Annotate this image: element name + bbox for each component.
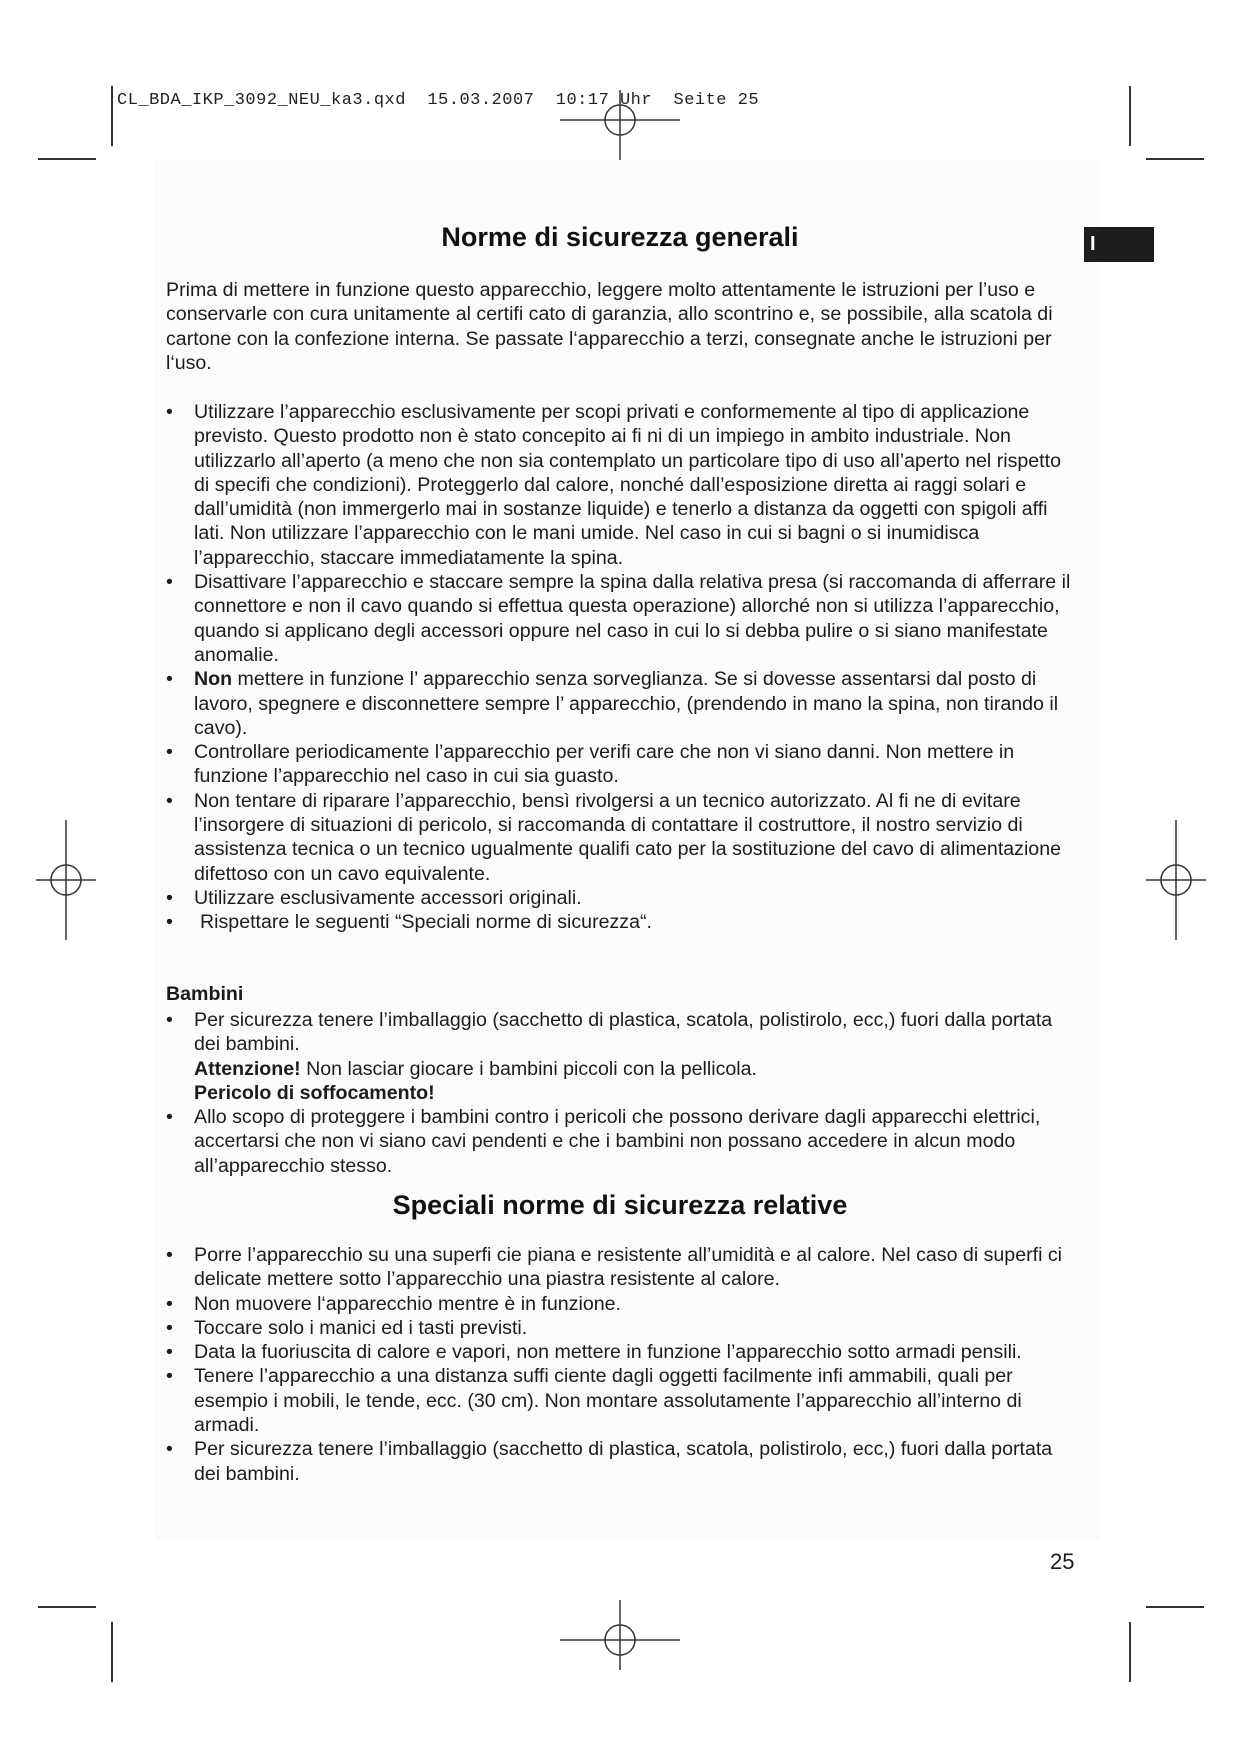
crop-mark	[38, 1606, 96, 1608]
crop-mark	[1129, 1622, 1131, 1682]
emphasis: Non	[194, 668, 233, 691]
crop-mark	[1146, 158, 1204, 160]
print-slug: CL_BDA_IKP_3092_NEU_ka3.qxd 15.03.2007 10:17 Uhr Seite 25	[117, 91, 760, 110]
list-item: • Per sicurezza tenere l’imballaggio (sacchetto di plastica, scatola, polistirolo, ecc,) fuori dalla portata dei bambini.	[166, 1437, 1076, 1486]
list-item	[166, 667, 1076, 740]
crop-mark	[111, 1622, 113, 1682]
list-item: • Data la fuoriuscita di calore e vapori, non mettere in funzione l’apparecchio sotto armadi pensili.	[166, 1340, 1076, 1364]
page-number: 25	[1050, 1549, 1075, 1574]
list-item-text: mettere in funzione l’ apparecchio senza sorveglianza. Se si dovesse assentarsi dal posto di lavoro, spegnere e disconnettere sempre l’ apparecchio, (prendendo in mano la spina, non tirando il cavo).	[194, 668, 1059, 739]
section-title-general-safety: Norme di sicurezza generali	[441, 222, 799, 252]
registration-mark-icon	[560, 1580, 680, 1700]
list-item: • Utilizzare l’apparecchio esclusivamente per scopi privati e conformemente al tipo di applicazione previsto. Questo prodotto non è stato concepito ai fi ni di un impiego in ambito industriale. Non utilizzarlo all’aperto (a meno che non sia contemplato un particolare tipo di uso all’aperto nel rispetto di specifi che condizioni). Proteggerlo dal calore, nonché dall’esposizione diretta ai raggi solari e dall’umidità (non immergerlo mai in sostanze liquide) e tenerlo a distanza da oggetti con spigoli affi lati. Non utilizzare l’apparecchio con le mani umide. Nel caso in cui si bagni o si inumidisca l’apparecchio, staccare immediatamente la spina.	[166, 400, 1076, 570]
children-safety-list	[166, 1008, 1076, 1178]
warning-text: Non lasciar giocare i bambini piccoli con la pellicola.	[300, 1057, 757, 1080]
crop-mark	[111, 86, 113, 146]
list-item: • Utilizzare esclusivamente accessori originali.	[166, 886, 1076, 910]
list-item: • Porre l’apparecchio su una superfi cie piana e resistente all’umidità e al calore. Nel caso di superfi ci delicate mettere sotto l’apparecchio una piastra resistente al calore.	[166, 1243, 1076, 1292]
children-heading: Bambini	[166, 983, 244, 1005]
special-safety-list	[166, 1243, 1076, 1486]
general-safety-list	[166, 400, 1076, 935]
list-item: • Non tentare di riparare l’apparecchio, bensì rivolgersi a un tecnico autorizzato. Al fi ne di evitare l’insorgere di situazioni di pericolo, si raccomanda di contattare il costruttore, il nostro servizio di assistenza tecnica o un tecnico ugualmente qualifi cato per la sostituzione del cavo di alimentazione difettoso con un cavo equivalente.	[166, 789, 1076, 886]
language-tab: I	[1084, 227, 1154, 262]
list-item: • Non muovere l‘apparecchio mentre è in funzione.	[166, 1292, 1076, 1316]
list-item: • Controllare periodicamente l’apparecchio per verifi care che non vi siano danni. Non mettere in funzione l’apparecchio nel caso in cui sia guasto.	[166, 740, 1076, 789]
section-title-special-safety: Speciali norme di sicurezza relative	[392, 1190, 848, 1220]
list-item: • Allo scopo di proteggere i bambini contro i pericoli che possono derivare dagli apparecchi elettrici, accertarsi che non vi siano cavi pendenti e che i bambini non possano accedere in alcun modo all’apparecchio stesso.	[166, 1105, 1076, 1178]
registration-mark-icon	[560, 60, 680, 180]
list-item: • Tenere l’apparecchio a una distanza suffi ciente dagli oggetti facilmente infi ammabili, quali per esempio i mobili, le tende, ecc. (30 cm). Non montare assolutamente l’apparecchio all’interno di armadi.	[166, 1364, 1076, 1437]
crop-mark	[38, 158, 96, 160]
registration-mark-icon	[6, 820, 126, 940]
crop-mark	[1129, 86, 1131, 146]
list-item: • Disattivare l’apparecchio e staccare sempre la spina dalla relativa presa (si raccomanda di afferrare il connettore e non il cavo quando si effettua questa operazione) allorché non si utilizza l’apparecchio, quando si applicano degli accessori oppure nel caso in cui lo si debba pulire o si siano manifestate anomalie.	[166, 570, 1076, 667]
warning-label: Attenzione!	[194, 1057, 301, 1080]
list-item	[166, 1008, 1076, 1105]
registration-mark-icon	[1116, 820, 1236, 940]
list-item: • Rispettare le seguenti “Speciali norme di sicurezza“.	[166, 910, 1076, 934]
crop-mark	[1146, 1606, 1204, 1608]
list-item-text: Per sicurezza tenere l’imballaggio (sacchetto di plastica, scatola, polistirolo, ecc,) fuori dalla portata dei bambini.	[194, 1009, 1053, 1056]
danger-label: Pericolo di soffocamento!	[194, 1081, 435, 1104]
list-item: • Toccare solo i manici ed i tasti previsti.	[166, 1316, 1076, 1340]
intro-paragraph: Prima di mettere in funzione questo apparecchio, leggere molto attentamente le istruzioni per l’uso e conservarle con cura unitamente al certifi cato di garanzia, allo scontrino e, se possibile, alla scatola di cartone con la confezione interna. Se passate l‘apparecchio a terzi, consegnate anche le istruzioni per l‘uso.	[166, 279, 1053, 374]
